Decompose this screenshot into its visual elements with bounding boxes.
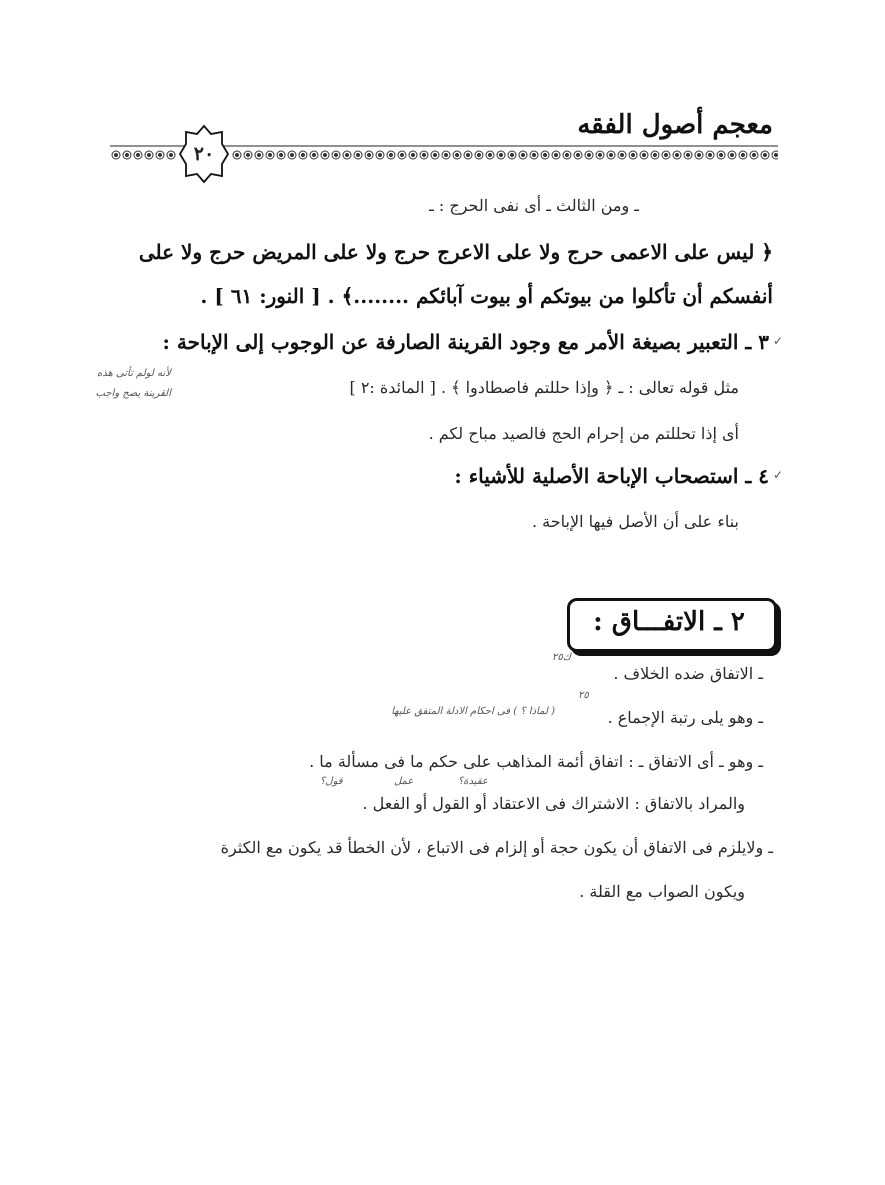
section-line-4: والمراد بالاتفاق : الاشتراك فى الاعتقاد أو القول أو الفعل . (362, 794, 745, 813)
item-3-heading: ٣ ـ التعبير بصيغة الأمر مع وجود القرينة الصارفة عن الوجوب إلى الإباحة : (162, 330, 769, 354)
verse-line-1: ﴿ ليس على الاعمى حرج ولا على الاعرج حرج ولا على المريض حرج ولا على (138, 240, 773, 264)
pencil-note-e: عمل (394, 776, 414, 787)
section-line-3: ـ وهو ـ أى الاتفاق ـ : اتفاق أئمة المذاهب على حكم ما فى مسألة ما . (309, 752, 763, 771)
margin-check-1: ✓ (773, 334, 784, 348)
item-4-heading: ٤ ـ استصحاب الإباحة الأصلية للأشياء : (454, 464, 769, 488)
margin-note-line-1: لأنه لولم تأتى هذه (96, 368, 171, 379)
page-number: ٢٠ (193, 143, 215, 165)
pencil-note-f: قول؟ (320, 776, 343, 787)
book-title: معجم أصول الفقه (577, 110, 773, 140)
margin-check-2: ✓ (773, 468, 784, 482)
margin-note-line-2: القرينة يصح واجب (95, 388, 171, 399)
pencil-note-a: ك٢٥ (552, 652, 571, 663)
item-3-explanation: أى إذا تحللتم من إحرام الحج فالصيد مباح لكم . (428, 424, 739, 443)
item-4-text: بناء على أن الأصل فيها الإباحة . (531, 512, 739, 531)
verse-line-2: أنفسكم أن تأكلوا من بيوتكم أو بيوت آبائكم ........﴾ . [ النور: ٦١ ] . (200, 284, 773, 308)
intro-line: ـ ومن الثالث ـ أى نفى الحرج : ـ (429, 196, 639, 215)
section-line-6: ويكون الصواب مع القلة . (579, 882, 745, 901)
pencil-note-c: ( لماذا ؟ ) فى احكام الادلة المتفق عليها (391, 706, 555, 717)
item-3-example: مثل قوله تعالى : ـ ﴿ وإذا حللتم فاصطادوا ﴾ . [ المائدة :٢ ] (349, 378, 739, 397)
pencil-note-b: ٢٥ (578, 690, 589, 701)
section-line-5: ـ ولايلزم فى الاتفاق أن يكون حجة أو إلزام فى الاتباع ، لأن الخطأ قد يكون مع الكثرة (220, 838, 773, 857)
section-title: ٢ ـ الاتفـــاق : (593, 607, 745, 637)
section-line-2: ـ وهو يلى رتبة الإجماع . (607, 708, 763, 727)
pencil-note-d: عقيدة؟ (458, 776, 488, 787)
section-line-1: ـ الاتفاق ضده الخلاف . (613, 664, 763, 683)
